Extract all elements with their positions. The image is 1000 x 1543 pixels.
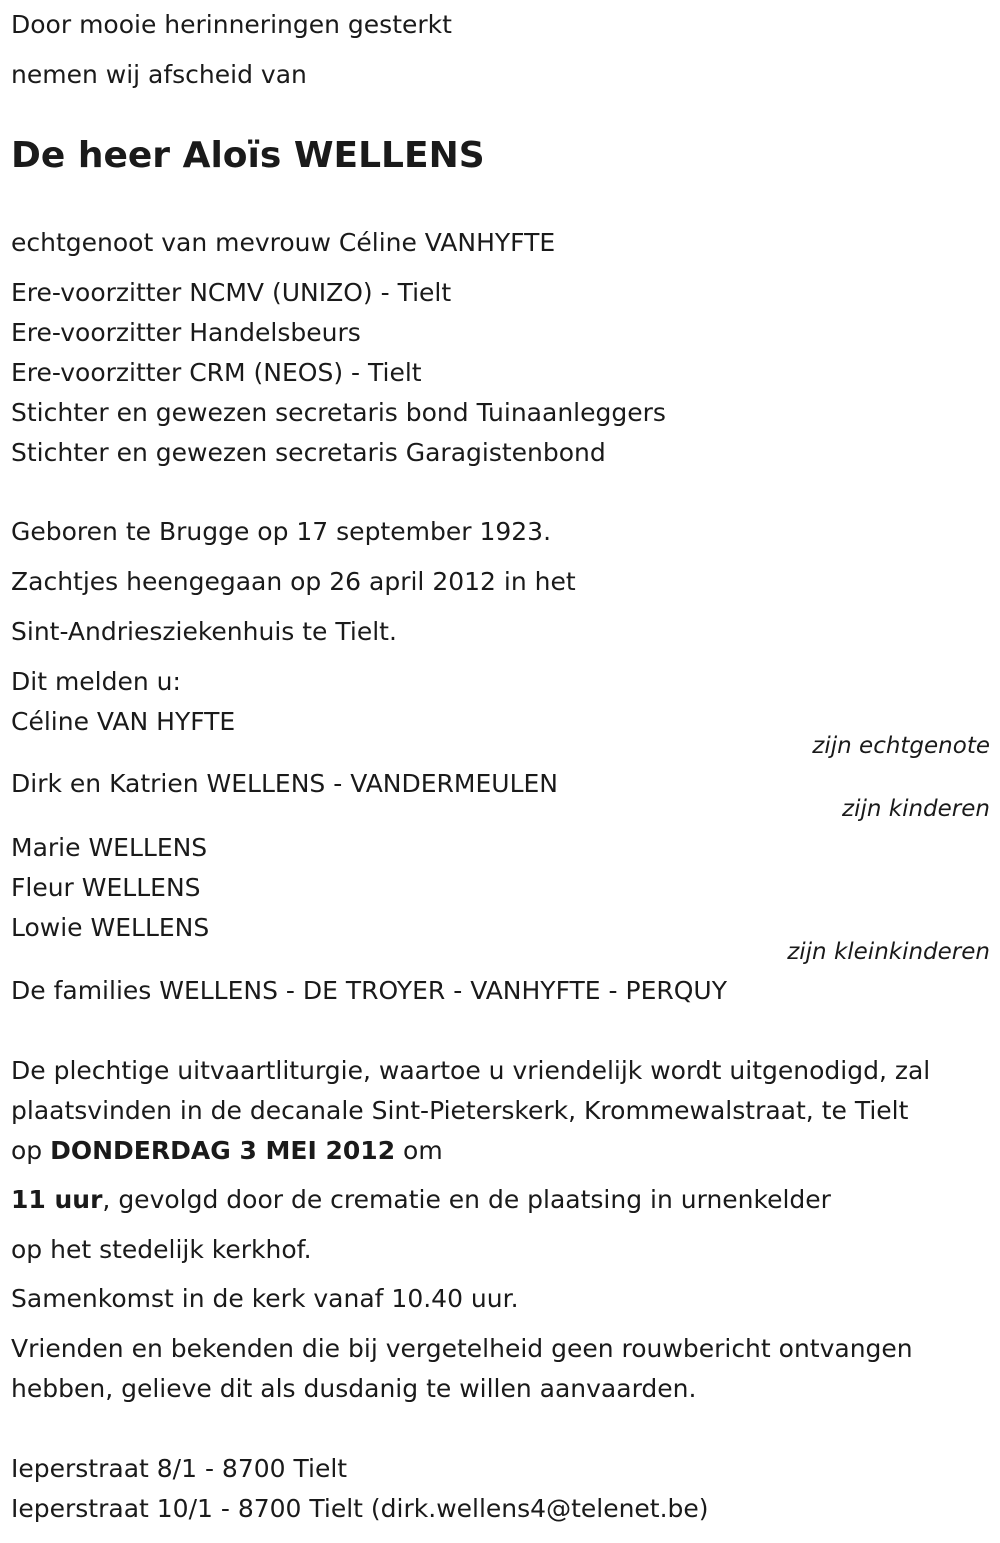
notice-line-2: hebben, gelieve dit als dusdanig te willen aanvaarden. [11, 1374, 697, 1403]
ceremony-line-2: plaatsvinden in de decanale Sint-Pieterskerk, Krommewalstraat, te Tielt [11, 1096, 909, 1125]
spouse-line: echtgenoot van mevrouw Céline VANHYFTE [11, 228, 556, 257]
relation-label-grandchildren: zijn kleinkinderen [787, 939, 990, 965]
grandchild-name: Marie WELLENS [11, 833, 208, 862]
families-line: De families WELLENS - DE TROYER - VANHYFTE - PERQUY [11, 976, 727, 1005]
title-line: Stichter en gewezen secretaris Garagistenbond [11, 438, 606, 467]
death-line-2: Sint-Andriesziekenhuis te Tielt. [11, 617, 397, 646]
children-names: Dirk en Katrien WELLENS - VANDERMEULEN [11, 769, 559, 798]
ceremony-line-5: op het stedelijk kerkhof. [11, 1235, 312, 1264]
announcers-heading: Dit melden u: [11, 667, 181, 696]
title-line: Ere-voorzitter NCMV (UNIZO) - Tielt [11, 278, 452, 307]
relation-label-spouse: zijn echtgenote [812, 733, 990, 759]
ceremony-prefix: op [11, 1136, 51, 1165]
ceremony-time: 11 uur [11, 1185, 103, 1214]
address-line: Ieperstraat 8/1 - 8700 Tielt [11, 1454, 348, 1483]
ceremony-line-1: De plechtige uitvaartliturgie, waartoe u vriendelijk wordt uitgenodigd, zal [11, 1056, 931, 1085]
birth-line: Geboren te Brugge op 17 september 1923. [11, 517, 552, 546]
relation-label-children: zijn kinderen [842, 796, 990, 822]
intro-line-1: Door mooie herinneringen gesterkt [11, 10, 452, 39]
title-line: Ere-voorzitter Handelsbeurs [11, 318, 361, 347]
deceased-name: De heer Aloïs WELLENS [11, 135, 485, 176]
intro-line-2: nemen wij afscheid van [11, 60, 307, 89]
ceremony-line-3 [11, 1136, 443, 1166]
death-line-1: Zachtjes heengegaan op 26 april 2012 in het [11, 567, 576, 596]
address-line: Ieperstraat 10/1 - 8700 Tielt (dirk.wellens4@telenet.be) [11, 1494, 709, 1523]
grandchild-name: Lowie WELLENS [11, 913, 210, 942]
gathering-line: Samenkomst in de kerk vanaf 10.40 uur. [11, 1284, 519, 1313]
ceremony-line-4-text: , gevolgd door de crematie en de plaatsing in urnenkelder [102, 1185, 831, 1214]
spouse-name: Céline VAN HYFTE [11, 707, 236, 736]
title-line: Stichter en gewezen secretaris bond Tuinaanleggers [11, 398, 666, 427]
ceremony-suffix: om [395, 1136, 443, 1165]
ceremony-line-4 [11, 1185, 831, 1215]
title-line: Ere-voorzitter CRM (NEOS) - Tielt [11, 358, 422, 387]
grandchild-name: Fleur WELLENS [11, 873, 201, 902]
notice-line-1: Vrienden en bekenden die bij vergetelheid geen rouwbericht ontvangen [11, 1334, 913, 1363]
ceremony-date: DONDERDAG 3 MEI 2012 [50, 1136, 396, 1165]
